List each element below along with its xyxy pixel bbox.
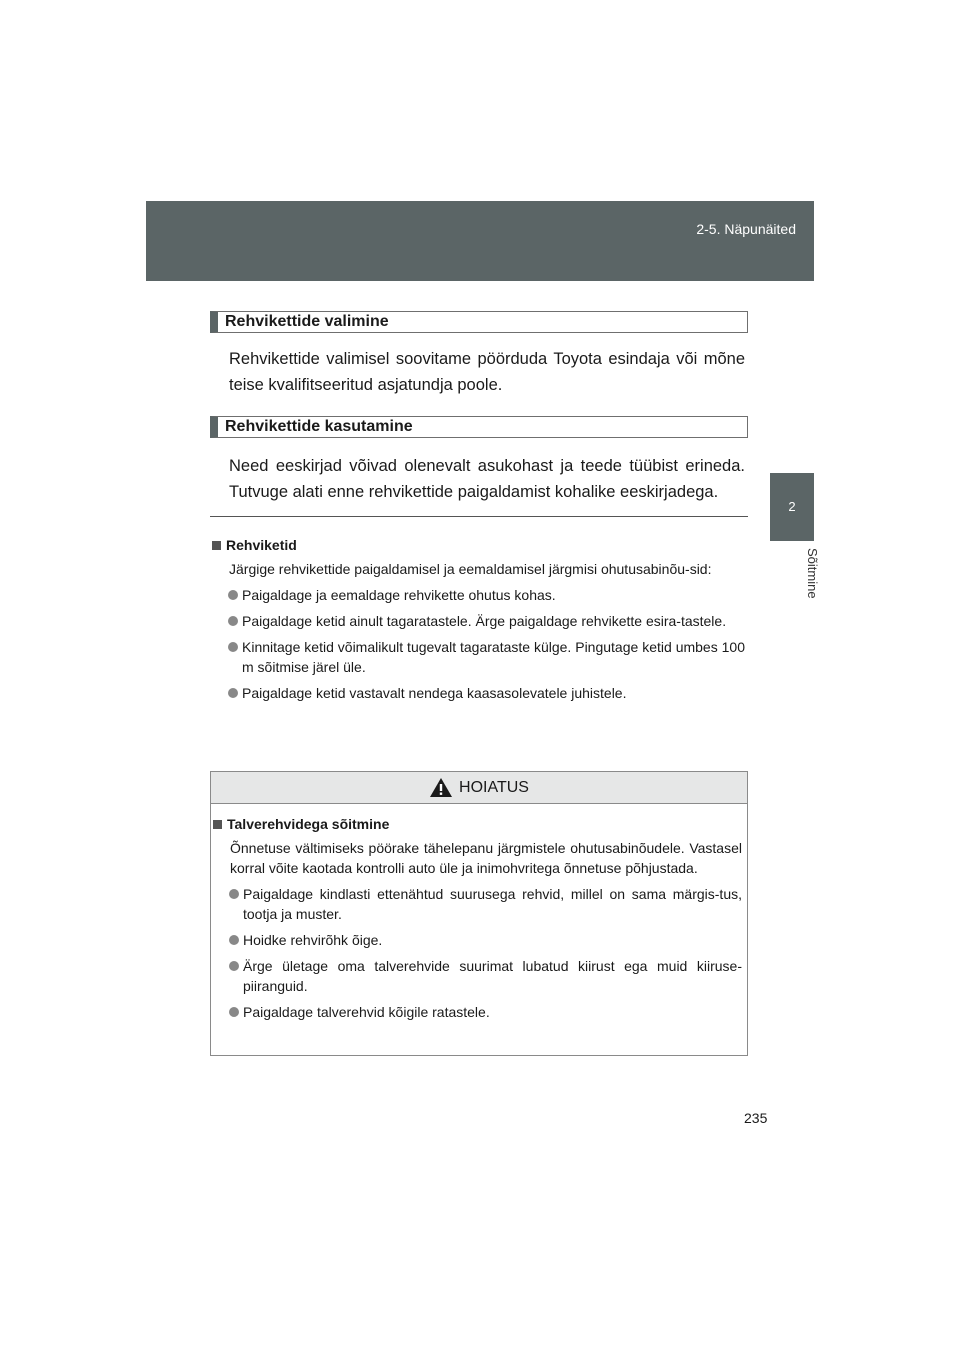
bullet-dot-icon [228, 616, 238, 626]
list-item: Paigaldage kindlasti ettenähtud suurusega rehvid, millel on sama märgis-tus, tootja ja muster. [213, 884, 742, 924]
section-title: 2-5. Näpunäited [696, 221, 796, 237]
section-text-kasutamine: Need eeskirjad võivad olenevalt asukohast ja teede tüübist erineda. Tutvuge alati enne rehvikettide paigaldamist kohalike eeskirjadega. [229, 457, 745, 501]
warning-triangle-icon [429, 777, 453, 798]
square-bullet-icon [212, 541, 221, 550]
warning-heading: HOIATUS [459, 778, 529, 796]
note-title [212, 535, 745, 555]
section-text-valimine: Rehvikettide valimisel soovitame pöörduda Toyota esindaja või mõne teise kvalifitseeritud asjatundja poole. [229, 350, 745, 394]
bullet-dot-icon [229, 935, 239, 945]
warning-header [211, 772, 747, 804]
warning-intro: Õnnetuse vältimiseks pöörake tähelepanu järgmistele ohutusabinõudele. Vastasel korral võite kaotada kontrolli auto üle ja inimohvritega õnnetuse põhjustada. [230, 840, 742, 876]
square-bullet-icon [213, 820, 222, 829]
bullet-dot-icon [229, 961, 239, 971]
section-heading-valimine: Rehvikettide valimine [210, 311, 748, 333]
list-item: Paigaldage ketid vastavalt nendega kaasasolevatele juhistele. [212, 683, 745, 703]
list-item: Ärge ületage oma talverehvide suurimat lubatud kiirust ega muid kiiruse-piiranguid. [213, 956, 742, 996]
bullet-dot-icon [229, 889, 239, 899]
list-item: Paigaldage ja eemaldage rehvikette ohutus kohas. [212, 585, 745, 605]
divider [210, 516, 748, 517]
chapter-number: 2 [788, 499, 796, 514]
list-item: Paigaldage talverehvid kõigile ratastele. [213, 1002, 742, 1022]
warning-title [213, 814, 742, 834]
bullet-dot-icon [228, 688, 238, 698]
note-title-text: Rehviketid [226, 537, 297, 553]
list-item: Kinnitage ketid võimalikult tugevalt tagarataste külge. Pingutage ketid umbes 100 m sõitmise järel üle. [212, 637, 745, 677]
chapter-label: Sõitmine [805, 548, 820, 599]
bullet-dot-icon [229, 1007, 239, 1017]
warning-box [210, 771, 748, 1056]
warning-title-text: Talverehvidega sõitmine [227, 816, 390, 832]
list-item: Hoidke rehvirõhk õige. [213, 930, 742, 950]
bullet-dot-icon [228, 642, 238, 652]
bullet-dot-icon [228, 590, 238, 600]
note-block [212, 535, 745, 703]
header-band [146, 201, 814, 281]
warning-body [211, 804, 747, 1022]
list-item: Paigaldage ketid ainult tagaratastele. Ärge paigaldage rehvikette esira-tastele. [212, 611, 745, 631]
section-heading-kasutamine: Rehvikettide kasutamine [210, 416, 748, 438]
note-intro: Järgige rehvikettide paigaldamisel ja eemaldamisel järgmisi ohutusabinõu-sid: [229, 561, 712, 577]
chapter-tab [770, 473, 814, 541]
page-number: 235 [744, 1110, 768, 1126]
